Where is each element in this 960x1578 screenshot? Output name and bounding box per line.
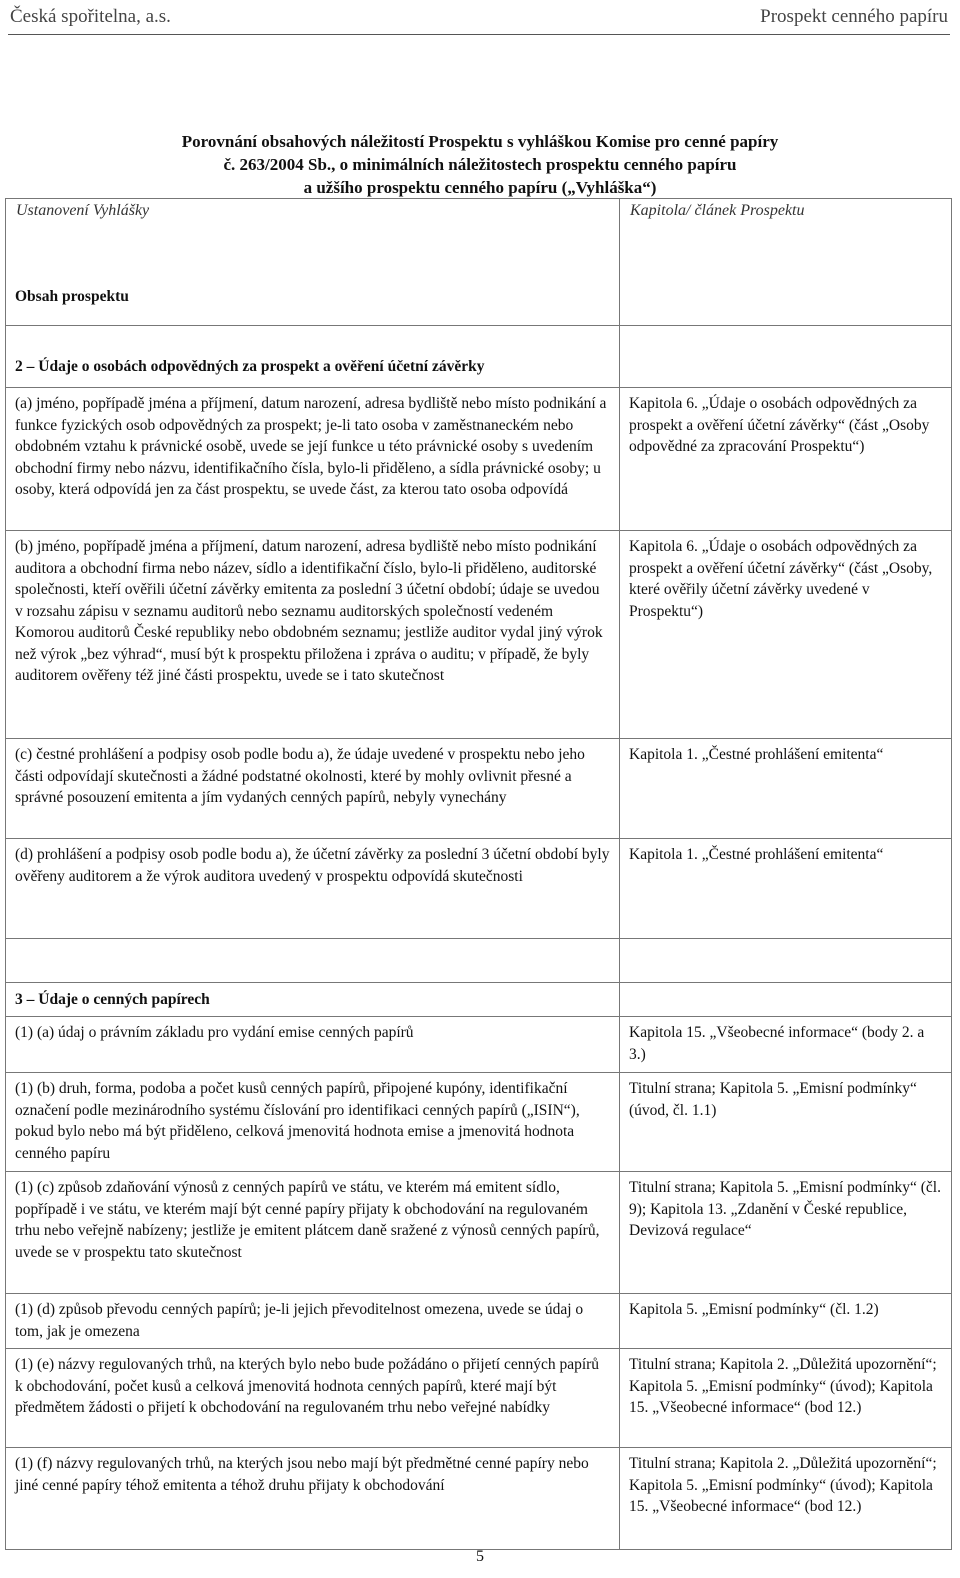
table-row: [6, 1448, 952, 1550]
table-row: [6, 1017, 952, 1073]
table-row: [6, 1349, 952, 1448]
regulation-provision-cell: (1) (a) údaj o právním základu pro vydání emise cenných papírů: [6, 1017, 620, 1073]
table-row: [6, 388, 952, 531]
prospectus-reference-cell: [620, 939, 952, 983]
document-title: [0, 130, 960, 199]
prospectus-reference-cell: Kapitola 5. „Emisní podmínky“ (čl. 1.2): [620, 1294, 952, 1349]
table-row: [6, 1172, 952, 1294]
prospectus-reference-cell: [620, 326, 952, 388]
table-row: [6, 531, 952, 739]
regulation-provision-cell: (1) (b) druh, forma, podoba a počet kusů cenných papírů, připojené kupóny, identifikační označení podle mezinárodního systému číslování pro identifikaci cenných papírů („ISIN“), pokud bylo nebo má být přiděleno, celková jmenovitá hodnota emise a jmenovitá hodnota cenného papíru: [6, 1073, 620, 1172]
table-row: [6, 839, 952, 939]
column-header-regulation: Ustanovení Vyhlášky: [16, 202, 150, 219]
regulation-provision-cell: 2 – Údaje o osobách odpovědných za prospekt a ověření účetní závěrky: [6, 326, 620, 388]
regulation-provision-cell: (1) (e) názvy regulovaných trhů, na kterých bylo nebo bude požádáno o přijetí cenných papírů k obchodování, počet kusů a celková jmenovitá hodnota cenných papírů, které mají být předmětem žádosti o přijetí k obchodování na regulovaném trhu nebo veřejné nabídky: [6, 1349, 620, 1448]
column-header-prospectus: Kapitola/ článek Prospektu: [630, 202, 805, 219]
prospectus-reference-cell: Kapitola 6. „Údaje o osobách odpovědných za prospekt a ověření účetní závěrky“ (část „Osoby odpovědné za zpracování Prospektu“): [620, 388, 952, 531]
table-row: [6, 1294, 952, 1349]
prospectus-reference-cell: Titulní strana; Kapitola 5. „Emisní podmínky“ (úvod, čl. 1.1): [620, 1073, 952, 1172]
page-number: 5: [476, 1548, 484, 1565]
comparison-table: [5, 198, 952, 1550]
title-line-3: a užšího prospektu cenného papíru („Vyhláška“): [303, 178, 657, 197]
regulation-provision-cell: 3 – Údaje o cenných papírech: [6, 983, 620, 1017]
table-row: [6, 1073, 952, 1172]
title-line-1: Porovnání obsahových náležitostí Prospektu s vyhláškou Komise pro cenné papíry: [181, 132, 779, 151]
prospectus-reference-cell: [620, 983, 952, 1017]
regulation-provision-cell: (b) jméno, popřípadě jména a příjmení, datum narození, adresa bydliště nebo místo podnikání auditora a obchodní firma nebo název, sídlo a identifikační číslo, bylo-li přiděleno, auditorské společnosti, kteří ověřili účetní závěrky emitenta za poslední 3 účetní období; údaje se uvedou v rozsahu zápisu v seznamu auditorů nebo seznamu auditorských společností vedeném Komorou auditorů České republiky nebo obdobném seznamu; jestliže auditor vydal jiný výrok než výrok „bez výhrad“, musí být k prospektu přiložena i zpráva o auditu; v případě, že byly auditorem ověřeny též jiné části prospektu, uvede se i tato skutečnost: [6, 531, 620, 739]
title-line-2: č. 263/2004 Sb., o minimálních náležitostech prospektu cenného papíru: [223, 155, 737, 174]
prospectus-reference-cell: Kapitola 1. „Čestné prohlášení emitenta“: [620, 739, 952, 839]
document-name: Prospekt cenného papíru: [760, 6, 948, 27]
regulation-provision-cell: Obsah prospektu: [6, 199, 620, 326]
regulation-provision-cell: [6, 939, 620, 983]
regulation-provision-cell: (d) prohlášení a podpisy osob podle bodu a), že účetní závěrky za poslední 3 účetní období byly ověřeny auditorem a že výrok auditora uvedený v prospektu odpovídá skutečnosti: [6, 839, 620, 939]
page-header: [8, 4, 950, 35]
regulation-provision-cell: (1) (d) způsob převodu cenných papírů; je-li jejich převoditelnost omezena, uvede se údaj o tom, jak je omezena: [6, 1294, 620, 1349]
prospectus-reference-cell: Kapitola 6. „Údaje o osobách odpovědných za prospekt a ověření účetní závěrky“ (část „Osoby, které ověřily účetní závěrky uvedené v Prospektu“): [620, 531, 952, 739]
comparison-table-body: [6, 199, 952, 1550]
spacer-row: [6, 939, 952, 983]
section-heading-row: [6, 326, 952, 388]
table-row: [6, 739, 952, 839]
issuer-name: Česká spořitelna, a.s.: [10, 6, 171, 27]
prospectus-reference-cell: Titulní strana; Kapitola 2. „Důležitá upozornění“; Kapitola 5. „Emisní podmínky“ (úvod); Kapitola 15. „Všeobecné informace“ (bod 12.): [620, 1448, 952, 1550]
prospectus-reference-cell: Titulní strana; Kapitola 5. „Emisní podmínky“ (čl. 9); Kapitola 13. „Zdanění v České republice, Devizová regulace“: [620, 1172, 952, 1294]
section-heading-row: [6, 983, 952, 1017]
regulation-provision-cell: (c) čestné prohlášení a podpisy osob podle bodu a), že údaje uvedené v prospektu nebo jeho části odpovídají skutečnosti a žádné podstatné okolnosti, které by mohly ovlivnit přesné a správné posouzení emitenta a jím vydaných cenných papírů, nebyly vynechány: [6, 739, 620, 839]
regulation-provision-cell: (1) (f) názvy regulovaných trhů, na kterých jsou nebo mají být předmětné cenné papíry nebo jiné cenné papíry téhož emitenta a téhož druhu přijaty k obchodování: [6, 1448, 620, 1550]
regulation-provision-cell: (1) (c) způsob zdaňování výnosů z cenných papírů ve státu, ve kterém má emitent sídlo, popřípadě i ve státu, ve kterém mají být cenné papíry přijaty k obchodování na regulovaném trhu nebo veřejně nabízeny; jestliže je emitent plátcem daně sražené z výnosů cenných papírů, uvede se v prospektu tato skutečnost: [6, 1172, 620, 1294]
prospectus-reference-cell: Kapitola 15. „Všeobecné informace“ (body 2. a 3.): [620, 1017, 952, 1073]
prospectus-reference-cell: Titulní strana; Kapitola 2. „Důležitá upozornění“; Kapitola 5. „Emisní podmínky“ (úvod); Kapitola 15. „Všeobecné informace“ (bod 12.): [620, 1349, 952, 1448]
regulation-provision-cell: (a) jméno, popřípadě jména a příjmení, datum narození, adresa bydliště nebo místo podnikání a funkce fyzických osob odpovědných za prospekt; je-li tato osoba v zaměstnaneckém nebo obdobném vztahu k právnické osobě, uvede se její funkce u této právnické osoby s uvedením obchodní firmy nebo názvu, identifikačního čísla, bylo-li přiděleno, a sídla právnické osoby; u osoby, která odpovídá jen za část prospektu, se uvede část, za kterou tato osoba odpovídá: [6, 388, 620, 531]
prospectus-reference-cell: Kapitola 1. „Čestné prohlášení emitenta“: [620, 839, 952, 939]
